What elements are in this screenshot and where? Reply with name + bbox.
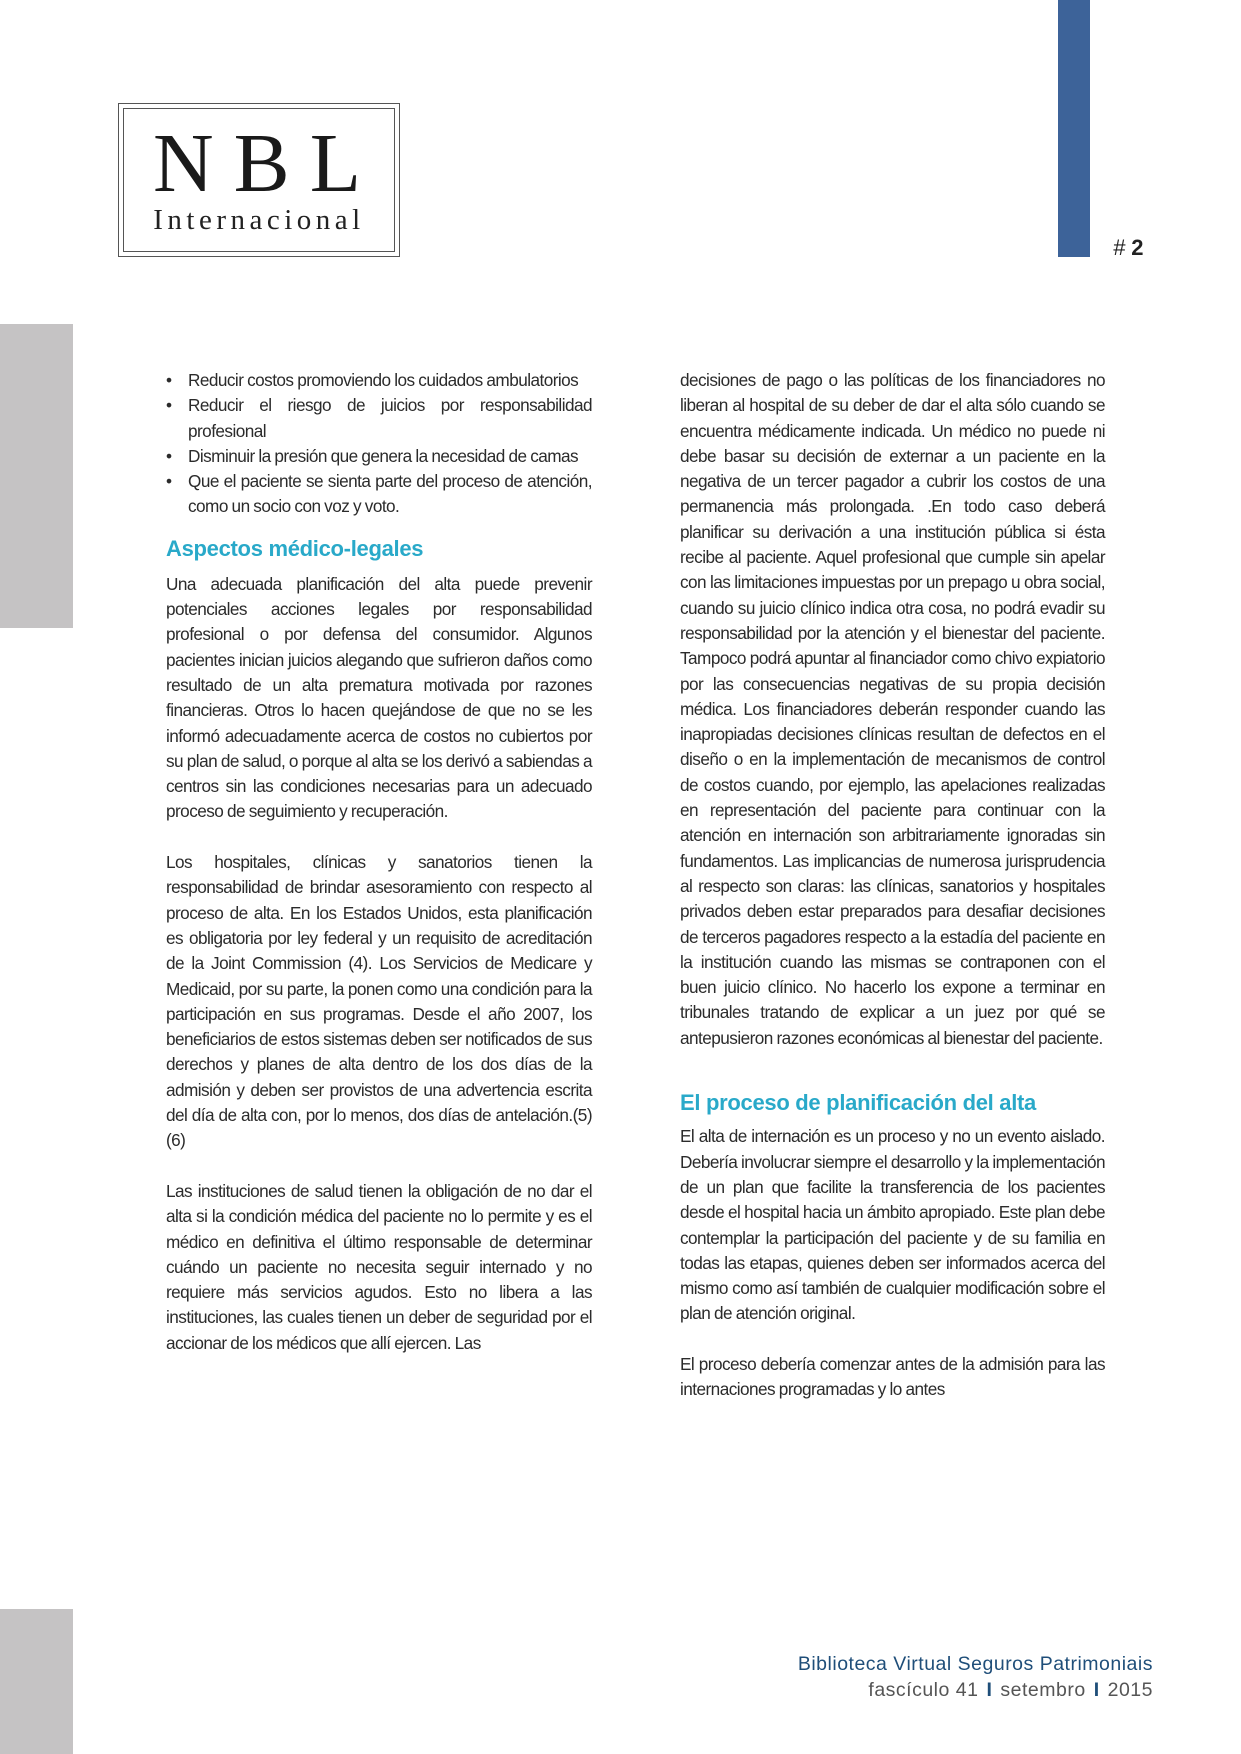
logo-main-text: NBL [153,117,381,210]
bullet-item [166,393,592,444]
section-heading-proceso-planificacion: El proceso de planificación del alta [680,1090,1036,1116]
footer-title: Biblioteca Virtual Seguros Patrimoniais [797,1653,1153,1675]
paragraph: Los hospitales, clínicas y sanatorios tienen la responsabilidad de brindar asesoramiento con respecto al proceso de alta. En los Estados Unidos, esta planificación es obligatoria por ley federal y un requisito de acreditación de la Joint Commission (4). Los Servicios de Medicare y Medicaid, por su parte, la ponen como una condición para la participación en sus programas. Desde el año 2007, los beneficiarios de estos sistemas deben ser notificados de sus derechos y planes de alta dentro de los dos días de la admisión y deben ser provistos de una advertencia escrita del día de alta con, por lo menos, dos días de antelación.(5) (6) [166,852,592,1151]
footer-month: setembro [1000,1679,1086,1701]
bullet-text: Reducir costos promoviendo los cuidados ambulatorios [188,370,579,390]
bullet-item [166,368,592,393]
bullet-icon: • [166,471,172,492]
footer-separator: I [986,1679,993,1701]
side-bar-bottom [0,1609,73,1754]
side-bar-top [0,324,73,628]
right-column [680,368,1105,1403]
bullet-item [166,444,592,469]
logo-sub-text: Internacional [153,204,365,236]
paragraph: El proceso debería comenzar antes de la admisión para las internaciones programadas y lo antes [680,1353,1105,1400]
bullet-item [166,469,592,520]
page-hash: # [1113,235,1126,260]
top-accent-bar [1058,0,1090,257]
page-number-value: 2 [1131,235,1144,260]
footer-meta [798,1678,1153,1702]
paragraph: decisiones de pago o las políticas de los financiadores no liberan al hospital de su deber de dar el alta sólo cuando se encuentra médicamente indicada. Un médico no puede ni debe basar su decisión de externar a un paciente en la negativa de un tercer pagador a cubrir los costos de una permanencia más prolongada. .En todo caso deberá planificar su derivación a una institución pública si ésta recibe al paciente. Aquel profesional que cumple sin apelar con las limitaciones impuestas por un prepago u obra social, cuando su juicio clínico indica otra cosa, no podrá evadir su responsabilidad por la atención y el bienestar del paciente. Tampoco podrá apuntar al financiador como chivo expiatorio por las consecuencias negativas de su propia decisión médica. Los financiadores deberán responder cuando las inapropiadas decisiones clínicas resultan de defectos en el diseño o en la implementación de mecanismos de control de costos cuando, por ejemplo, las apelaciones realizadas en representación del paciente para continuar con la atención en internación son arbitrariamente ignoradas sin fundamentos. Las implicancias de numerosa jurisprudencia al respecto son claras: las clínicas, sanatorios y hospitales privados deben estar preparados para desafiar decisiones de terceros pagadores respecto a la estadía del paciente en la institución cuando las mismas se contraponen con el buen juicio clínico. No hacerlo los expone a terminar en tribunales tratando de explicar a un juez por qué se antepusieron razones económicas al bienestar del paciente. [680,370,1105,1048]
paragraph: Las instituciones de salud tienen la obligación de no dar el alta si la condición médica del paciente no lo permite y es el médico en definitiva el último responsable de determinar cuándo un paciente no necesita seguir internado y no requiere más servicios agudos. Esto no libera a las instituciones, las cuales tienen un deber de seguridad por el accionar de los médicos que allí ejercen. Las [166,1180,592,1353]
paragraph: Una adecuada planificación del alta puede prevenir potenciales acciones legales por responsabilidad profesional o por defensa del consumidor. Algunos pacientes inician juicios alegando que sufrieron daños como resultado de un alta prematura motivada por razones financieras. Otros lo hacen quejándose de que no se les informó adecuadamente acerca de costos no cubiertos por su plan de salud, o porque al alta se los derivó a sabiendas a centros sin las condiciones necesarias para un adecuado proceso de seguimiento y recuperación. [166,573,592,822]
bullet-text: Disminuir la presión que genera la necesidad de camas [188,445,579,466]
section-heading-medico-legales: Aspectos médico-legales [166,535,424,561]
bullet-icon: • [166,445,172,466]
footer-separator: I [1093,1679,1100,1701]
left-column [166,368,592,1356]
bullet-icon: • [166,370,172,390]
bullet-text: Que el paciente se sienta parte del proceso de atención, como un socio con voz y voto. [188,471,592,517]
footer [798,1652,1153,1702]
bullet-icon: • [166,395,172,416]
paragraph: El alta de internación es un proceso y no un evento aislado. Debería involucrar siempre el desarrollo y la implementación de un plan que facilite la transferencia de los pacientes desde el hospital hacia un ámbito apropiado. Este plan debe contemplar la participación del paciente y de su familia en todas las etapas, quienes deben ser informados acerca del mismo como así también de cualquier modificación sobre el plan de atención original. [680,1126,1105,1324]
bullet-text: Reducir el riesgo de juicios por responsabilidad profesional [188,395,592,441]
footer-year: 2015 [1107,1679,1153,1701]
footer-issue: fascículo 41 [868,1679,979,1701]
nbl-logo [118,103,400,257]
page-number [1113,235,1144,261]
